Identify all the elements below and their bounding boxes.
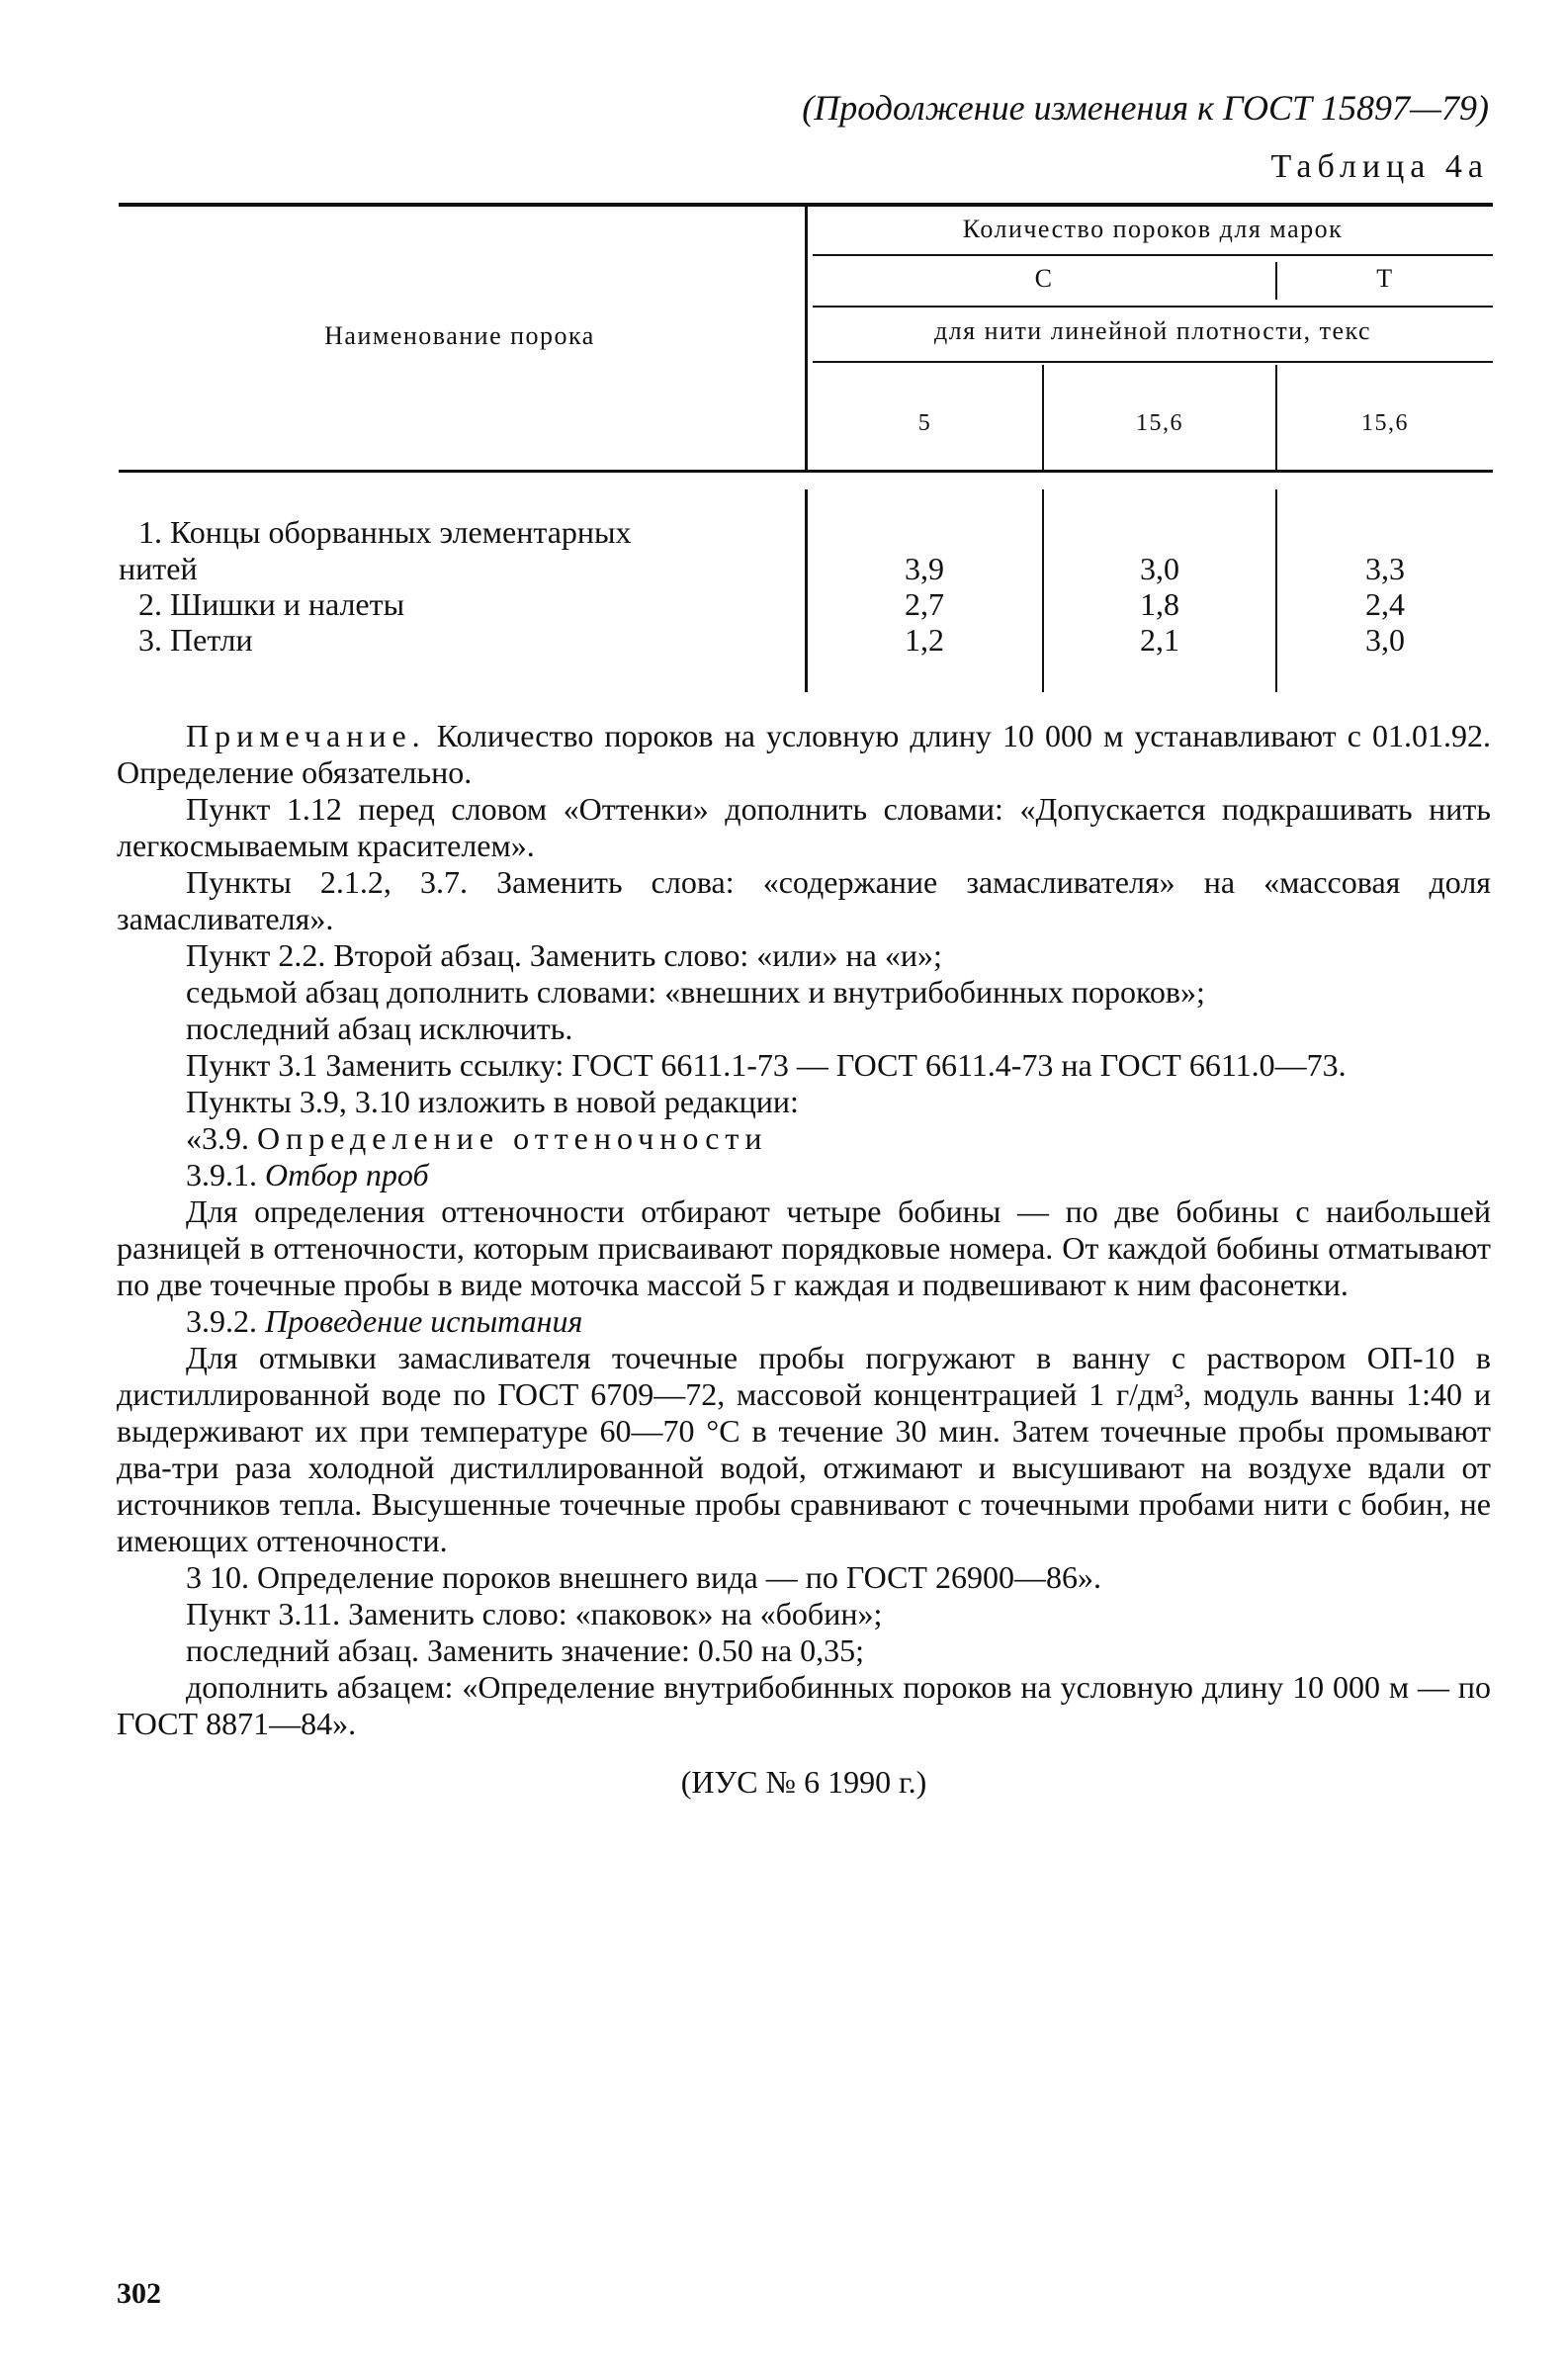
column-header-15-6-t: 15,6 (1361, 410, 1409, 436)
paragraph-2-2-c: последний абзац исключить. (186, 1011, 573, 1046)
section-3-9-2-title: Проведение испытания (265, 1303, 583, 1339)
note-label: Примечание. (186, 718, 426, 753)
row-2-name: 2. Шишки и налеты (138, 586, 405, 622)
paragraph-2-2: Пункт 2.2. Второй абзац. Заменить слово: «или» на «и»; (186, 937, 942, 973)
row-3-value-c5: 1,2 (905, 622, 944, 658)
defect-name-header: Наименование порока (324, 321, 595, 350)
note-paragraph (117, 718, 1491, 791)
row-2-value-t15: 2,4 (1365, 586, 1405, 622)
section-3-9-2-text: Для отмывки замасливателя точечные пробы погружают в ванну с раствором ОП-10 в дистиллированной воде по ГОСТ 6709—72, массовой концентрацией 1 г/дм³, модуль ванны 1:40 и выдерживают их при температуре 60—70 °С в течение 30 мин. Затем точечные пробы промывают два-три раза холодной дистиллированной водой, отжимают и высушивают на воздухе вдали от источников тепла. Высушенные точечные пробы сравнивают с точечными пробами нити с бобин, не имеющих оттеночности. (117, 1340, 1491, 1558)
table-label: Таблица 4а (1270, 148, 1489, 185)
column-header-15-6-c: 15,6 (1136, 410, 1183, 436)
mark-t-header: Т (1376, 264, 1394, 293)
paragraph-3-1: Пункт 3.1 Заменить ссылку: ГОСТ 6611.1-73 — ГОСТ 6611.4-73 на ГОСТ 6611.0—73. (186, 1047, 1347, 1083)
section-3-9-1-heading (117, 1157, 1491, 1193)
section-3-9-heading (117, 1120, 1491, 1157)
group-header-rule (813, 254, 1493, 256)
section-3-9-2-heading (117, 1303, 1491, 1340)
row-3-value-t15: 3,0 (1365, 622, 1405, 658)
section-3-10: 3 10. Определение пороков внешнего вида — по ГОСТ 26900—86». (186, 1559, 1101, 1595)
row-2-value-c5: 2,7 (905, 586, 944, 622)
header-bottom-rule (119, 470, 1493, 473)
section-3-9-2-number: 3.9.2. (186, 1303, 257, 1339)
marks-rule (813, 306, 1493, 308)
row-1-value-c15: 3,0 (1140, 551, 1179, 586)
row-1-name-line2: нитей (119, 551, 198, 586)
name-column-rule-body (805, 489, 808, 692)
paragraph-3-11-c: дополнить абзацем: «Определение внутрибобинных пороков на условную длину 10 000 м — по ГОСТ 8871—84». (117, 1669, 1491, 1741)
amendment-text (117, 718, 1491, 1801)
paragraph-2-1-2: Пункты 2.1.2, 3.7. Заменить слова: «содержание замасливателя» на «массовая доля замасливателя». (117, 864, 1491, 936)
row-3-value-c15: 2,1 (1140, 622, 1179, 658)
paragraph-3-11-b: последний абзац. Заменить значение: 0.50 на 0,35; (186, 1632, 865, 1668)
row-1-value-t15: 3,3 (1365, 551, 1405, 586)
note-text: Количество пороков на условную длину 10 000 м устанавливают с 01.01.92. Определение обязательно. (117, 718, 1492, 790)
publication-reference: (ИУС № 6 1990 г.) (680, 1764, 927, 1800)
mark-c-header: С (1034, 264, 1054, 293)
paragraph-3-11: Пункт 3.11. Заменить слово: «паковок» на «бобин»; (186, 1596, 883, 1631)
page-number: 302 (117, 2277, 161, 2310)
row-1-name-line1: 1. Концы оборванных элементарных (138, 514, 632, 550)
paragraph-1-12: Пункт 1.12 перед словом «Оттенки» дополнить словами: «Допускается подкрашивать нить легкосмываемым красителем». (117, 791, 1491, 863)
section-3-9-1-number: 3.9.1. (186, 1157, 257, 1192)
row-1-value-c5: 3,9 (905, 551, 944, 586)
section-3-9-1-title: Отбор проб (265, 1157, 429, 1192)
density-rule (813, 361, 1493, 363)
density-header: для нити линейной плотности, текс (933, 316, 1372, 345)
header-continuation: (Продолжение изменения к ГОСТ 15897—79) (802, 88, 1489, 128)
col-rule-1-body (1042, 489, 1044, 692)
row-3-name: 3. Петли (138, 622, 253, 658)
defect-count-header: Количество пороков для марок (962, 215, 1344, 243)
section-3-9-1-text: Для определения оттеночности отбирают четыре бобины — по две бобины с наибольшей разницей в оттеночности, которым присваивают порядковые номера. От каждой бобины отматывают по две точечные пробы в виде моточка массой 5 г каждая и подвешивают к ним фасонетки. (117, 1193, 1491, 1302)
paragraph-3-9-intro: Пункты 3.9, 3.10 изложить в новой редакции: (186, 1084, 799, 1119)
defects-table (119, 203, 1493, 697)
section-3-9-number: «3.9. (186, 1120, 249, 1156)
row-2-value-c15: 1,8 (1140, 586, 1179, 622)
column-header-5: 5 (917, 410, 932, 436)
paragraph-2-2-b: седьмой абзац дополнить словами: «внешних и внутрибобинных пороков»; (186, 974, 1205, 1010)
section-3-9-title: Определение оттеночности (257, 1120, 768, 1156)
